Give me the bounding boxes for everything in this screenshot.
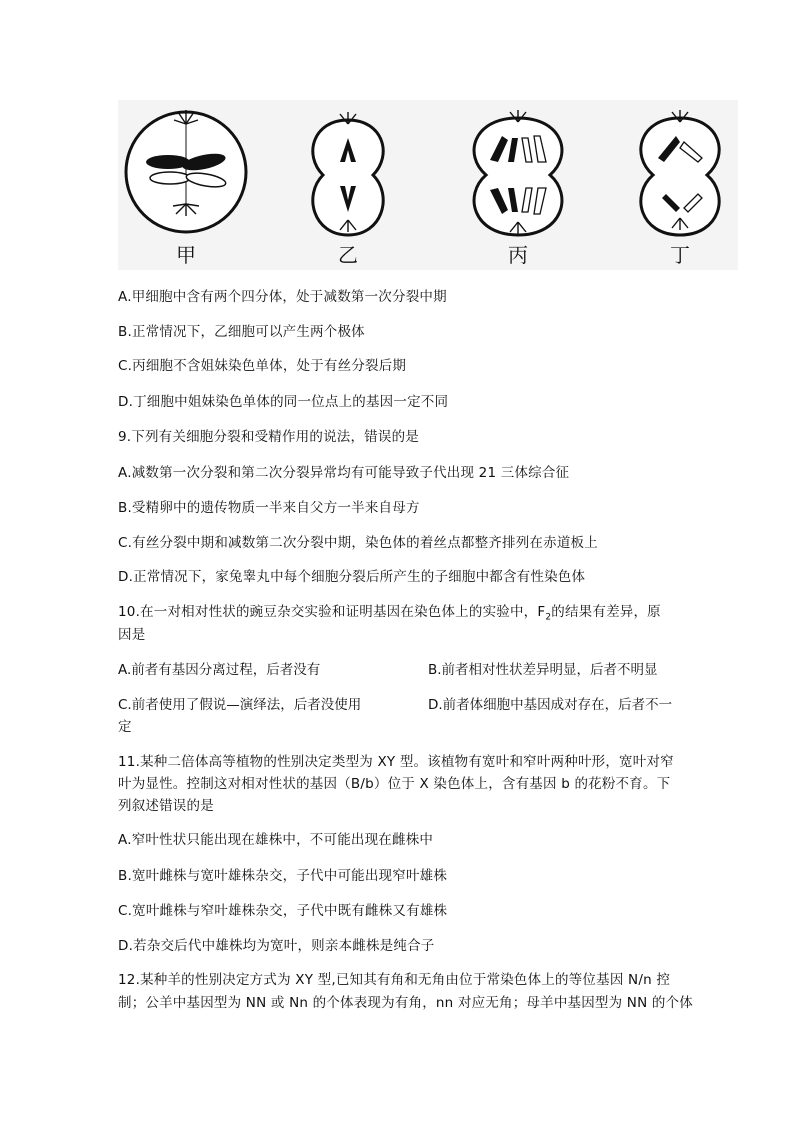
q11-stem-line3: 列叙述错误的是 [118,798,214,814]
cell-jia [126,110,246,232]
label-jia: 甲 [176,243,196,267]
label-bing: 丙 [508,243,528,267]
q11-option-b: B.宽叶雌株与宽叶雄株杂交，子代中可能出现窄叶雄株 [118,868,448,884]
q10-stem-line1: 10.在一对相对性状的豌豆杂交实验和证明基因在染色体上的实验中，$F_2$的结果有差异，原 [118,604,661,623]
q8-option-c: C.丙细胞不含姐妹染色单体，处于有丝分裂后期 [118,358,407,374]
q10-option-a: A.前者有基因分离过程，后者没有 [118,662,321,678]
q9-option-d: D.正常情况下，家兔睾丸中每个细胞分裂后所产生的子细胞中都含有性染色体 [118,569,586,585]
q10-stem-line2: 因是 [118,627,146,643]
cell-bing [474,110,562,235]
cell-division-figure [118,100,738,270]
q11-option-c: C.宽叶雌株与窄叶雄株杂交，子代中既有雌株又有雄株 [118,903,448,919]
q9-option-b: B.受精卵中的遗传物质一半来自父方一半来自母方 [118,500,420,516]
q11-option-d: D.若杂交后代中雄株均为宽叶，则亲本雌株是纯合子 [118,938,435,954]
cell-yi [313,112,383,235]
cell-ding [641,110,719,235]
q11-option-a: A.窄叶性状只能出现在雄株中，不可能出现在雌株中 [118,832,434,848]
q8-option-d: D.丁细胞中姐妹染色单体的同一位点上的基因一定不同 [118,394,449,410]
q9-option-c: C.有丝分裂中期和减数第二次分裂中期，染色体的着丝点都整齐排列在赤道板上 [118,535,598,551]
q9-stem: 9.下列有关细胞分裂和受精作用的说法，错误的是 [118,429,419,445]
label-ding: 丁 [670,243,690,267]
q10-option-c: C.前者使用了假说—演绎法，后者没使用 [118,697,362,713]
q8-option-b: B.正常情况下，乙细胞可以产生两个极体 [118,324,365,340]
q10-option-b: B.前者相对性状差异明显，后者不明显 [428,662,658,678]
label-yi: 乙 [338,243,358,267]
q8-option-a: A.甲细胞中含有两个四分体，处于减数第一次分裂中期 [118,289,447,305]
q12-stem-line2: 制；公羊中基因型为 NN 或 Nn 的个体表现为有角，nn 对应无角；母羊中基因型为 NN 的个体 [118,995,693,1011]
q10-option-d-line1: D.前者体细胞中基因成对存在，后者不一 [428,697,673,713]
q9-option-a: A.减数第一次分裂和第二次分裂异常均有可能导致子代出现 21 三体综合征 [118,465,570,481]
q12-stem-line1: 12.某种羊的性别决定方式为 XY 型,已知其有角和无角由位于常染色体上的等位基因 N/n 控 [118,972,671,988]
q11-stem-line2: 叶为显性。控制这对相对性状的基因（B/b）位于 X 染色体上，含有基因 b 的花粉不育。下 [118,776,671,792]
q10-option-d-line2: 定 [118,719,132,735]
q11-stem-line1: 11.某种二倍体高等植物的性别决定类型为 XY 型。该植物有宽叶和窄叶两种叶形，宽叶对窄 [118,754,674,770]
